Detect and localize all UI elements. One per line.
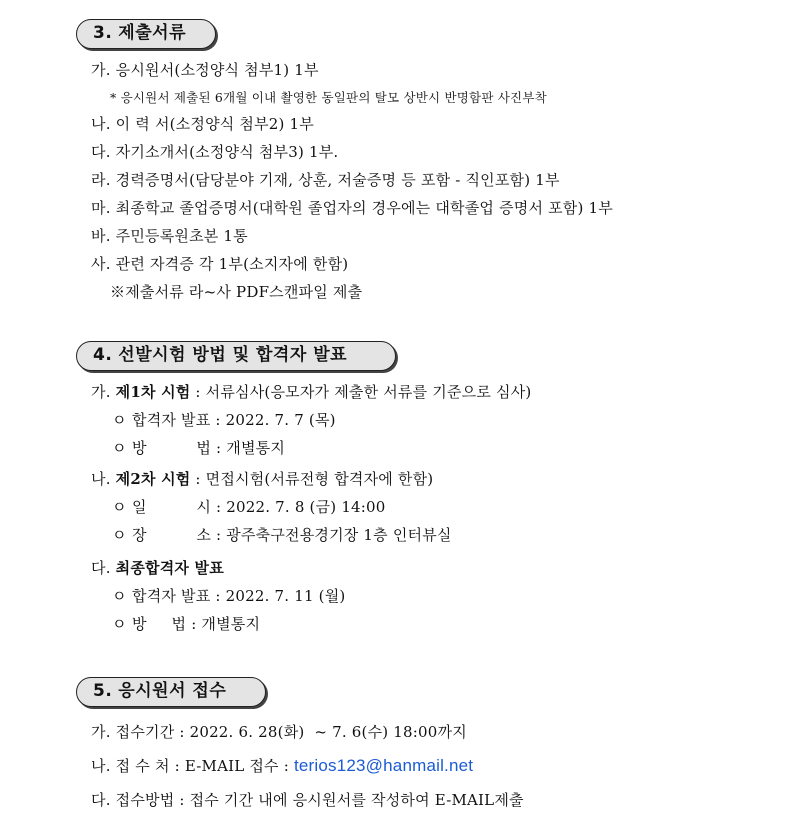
exam-first-title: 제1차 시험 bbox=[115, 383, 191, 401]
circle-bullet-icon: ㅇ bbox=[112, 526, 127, 544]
section-3-number: 3. bbox=[93, 23, 113, 43]
doc-item: 다. 자기소개서(소정양식 첨부3) 1부. bbox=[91, 143, 339, 161]
section-3-title: 제출서류 bbox=[118, 23, 186, 43]
sub-item-text: 합격자 발표 : 2022. 7. 11 (월) bbox=[132, 587, 346, 605]
doc-note: * 응시원서 제출된 6개월 이내 촬영한 동일판의 탈모 상반시 반명함판 사진부착 bbox=[110, 90, 547, 105]
section-4-number: 4. bbox=[93, 345, 113, 365]
application-where bbox=[91, 756, 473, 776]
application-period: 가. 접수기간 : 2022. 6. 28(화) ~ 7. 6(수) 18:00까지 bbox=[91, 723, 467, 741]
exam-first-line bbox=[91, 382, 531, 402]
section-4-title: 선발시험 방법 및 합격자 발표 bbox=[118, 345, 348, 365]
circle-bullet-icon: ㅇ bbox=[112, 439, 127, 457]
exam-second-sub bbox=[112, 497, 386, 517]
item-prefix: 가. bbox=[91, 383, 111, 401]
doc-item: 바. 주민등록원초본 1통 bbox=[91, 227, 248, 245]
doc-item: 라. 경력증명서(담당분야 기재, 상훈, 저술증명 등 포함 - 직인포함) 1부 bbox=[91, 171, 560, 189]
application-method: 다. 접수방법 : 접수 기간 내에 응시원서를 작성하여 E-MAIL제출 bbox=[91, 791, 524, 809]
exam-first-sub bbox=[112, 410, 336, 430]
doc-item: 가. 응시원서(소정양식 첨부1) 1부 bbox=[91, 61, 319, 79]
where-label: 나. 접 수 처 : E-MAIL 접수 : bbox=[91, 757, 294, 775]
exam-second-sub bbox=[112, 525, 452, 545]
sub-item-text: 방 법 : 개별통지 bbox=[132, 439, 286, 457]
exam-first-desc: : 서류심사(응모자가 제출한 서류를 기준으로 심사) bbox=[190, 383, 532, 401]
final-result-line bbox=[91, 558, 224, 578]
item-prefix: 나. bbox=[91, 470, 111, 488]
circle-bullet-icon: ㅇ bbox=[112, 587, 127, 605]
final-result-title: 최종합격자 발표 bbox=[115, 559, 224, 577]
final-result-sub bbox=[112, 614, 260, 634]
exam-second-title: 제2차 시험 bbox=[115, 470, 191, 488]
item-prefix: 다. bbox=[91, 559, 111, 577]
sub-item-text: 장 소 : 광주축구전용경기장 1층 인터뷰실 bbox=[132, 526, 452, 544]
section-5-title: 응시원서 접수 bbox=[118, 681, 227, 701]
exam-second-desc: : 면접시험(서류전형 합격자에 한함) bbox=[190, 470, 434, 488]
doc-item: 나. 이 력 서(소정양식 첨부2) 1부 bbox=[91, 115, 314, 133]
email-link[interactable]: terios123@hanmail.net bbox=[293, 756, 474, 775]
doc-item: 사. 관련 자격증 각 1부(소지자에 한함) bbox=[91, 255, 349, 273]
sub-item-text: 합격자 발표 : 2022. 7. 7 (목) bbox=[132, 411, 336, 429]
circle-bullet-icon: ㅇ bbox=[112, 411, 127, 429]
section-5-header bbox=[76, 677, 266, 707]
exam-second-line bbox=[91, 469, 433, 489]
exam-first-sub bbox=[112, 438, 285, 458]
doc-item: 마. 최종학교 졸업증명서(대학원 졸업자의 경우에는 대학졸업 증명서 포함) 1부 bbox=[91, 199, 613, 217]
sub-item-text: 일 시 : 2022. 7. 8 (금) 14:00 bbox=[132, 498, 386, 516]
circle-bullet-icon: ㅇ bbox=[112, 498, 127, 516]
section-3-header bbox=[76, 19, 216, 49]
section-5-number: 5. bbox=[93, 681, 113, 701]
final-result-sub bbox=[112, 586, 345, 606]
section-4-header bbox=[76, 341, 396, 371]
sub-item-text: 방 법 : 개별통지 bbox=[132, 615, 261, 633]
circle-bullet-icon: ㅇ bbox=[112, 615, 127, 633]
doc-note: ※제출서류 라~사 PDF스캔파일 제출 bbox=[110, 283, 363, 301]
